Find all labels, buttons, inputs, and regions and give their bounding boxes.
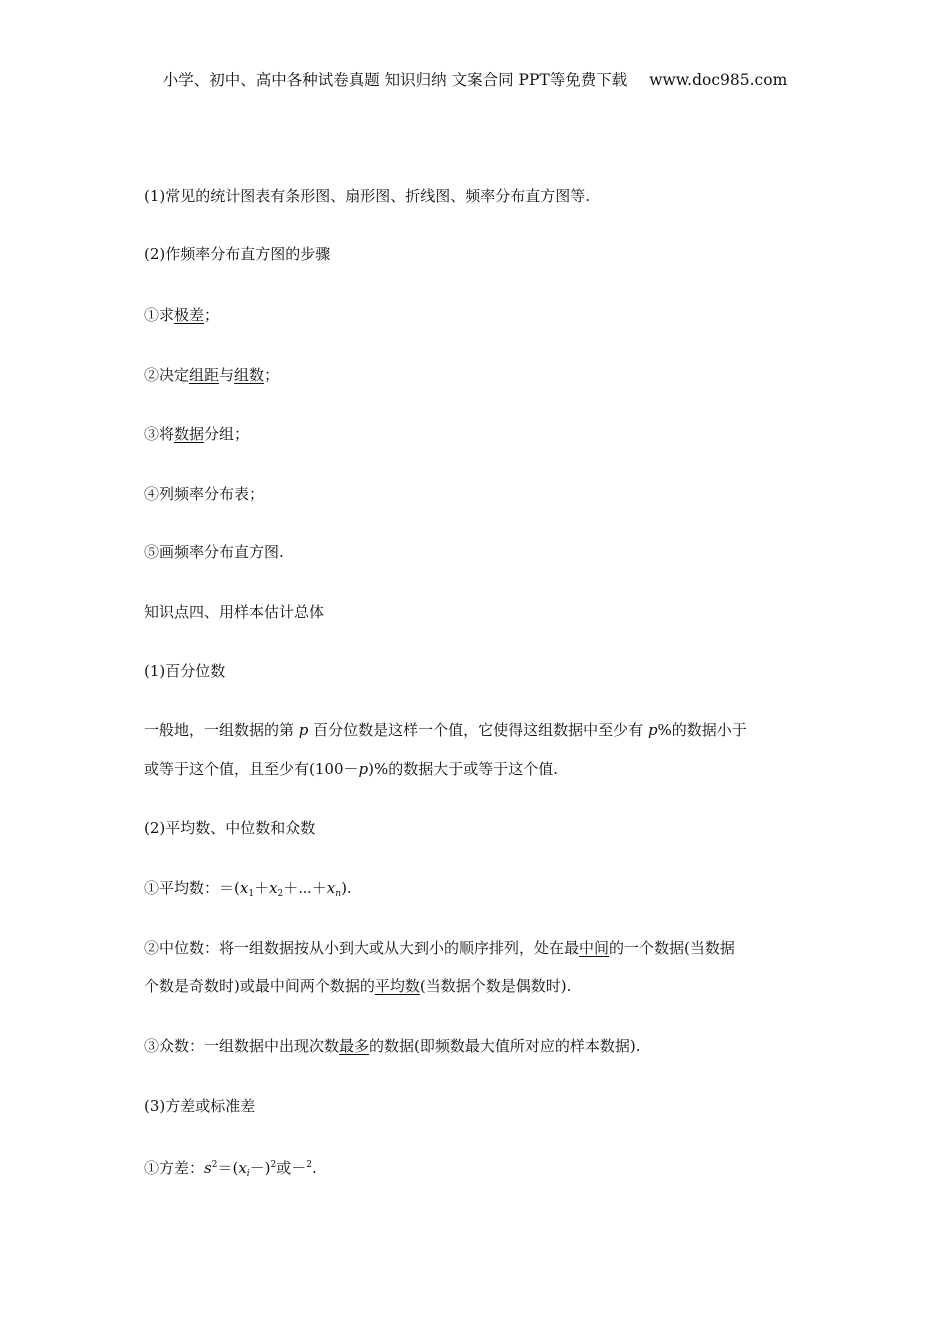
percentile-def-line-1: [144, 720, 814, 740]
step-4: [144, 484, 814, 504]
text: ⑤画频率分布直方图.: [144, 543, 284, 561]
variance-heading: [144, 1096, 814, 1116]
percentile-heading: [144, 661, 814, 681]
operator: ＝(: [217, 1159, 239, 1177]
text: 个数是奇数时)或最中间两个数据的: [144, 977, 375, 995]
math-var: s: [204, 1159, 212, 1177]
text: 知识点四、用样本估计总体: [144, 603, 325, 621]
subscript: i: [246, 1169, 250, 1179]
header-site[interactable]: www.doc985.com: [649, 71, 788, 89]
text: ①求: [144, 306, 175, 324]
median-def-line-1: [144, 938, 814, 958]
mean-formula: [144, 878, 814, 904]
text: 百分位数是这样一个值，它使得这组数据中至少有: [308, 721, 648, 739]
page-header: [0, 68, 950, 90]
blank-answer: 平均数: [374, 977, 420, 995]
math-var: x: [326, 879, 336, 897]
text: (2)平均数、中位数和众数: [144, 819, 316, 837]
math-var: p: [298, 721, 309, 739]
text: ①平均数：＝(: [144, 879, 240, 897]
header-text: 小学、初中、高中各种试卷真题 知识归纳 文案合同 PPT等免费下载: [162, 71, 628, 89]
superscript: 2: [306, 1160, 313, 1170]
text: ③将: [144, 425, 175, 443]
text: ③众数：一组数据中出现次数: [144, 1037, 340, 1055]
text: .: [312, 1159, 317, 1177]
percentile-def-line-2: [144, 759, 814, 779]
averages-heading: [144, 818, 814, 838]
text: ②决定: [144, 366, 190, 384]
blank-answer: 极差: [174, 306, 205, 324]
text: 或－: [276, 1159, 307, 1177]
text: 的一个数据(当数据: [609, 939, 735, 957]
text: ).: [341, 879, 352, 897]
subscript: 1: [248, 889, 255, 899]
mode-def: [144, 1036, 814, 1056]
text: ；: [264, 366, 280, 384]
subscript: n: [335, 889, 342, 899]
median-def-line-2: [144, 976, 814, 996]
blank-answer: 组距: [189, 366, 220, 384]
text: 分组；: [204, 425, 250, 443]
blank-answer: 组数: [234, 366, 265, 384]
text: 与: [219, 366, 235, 384]
blank-answer: 最多: [339, 1037, 370, 1055]
superscript: 2: [270, 1160, 277, 1170]
text: )%的数据大于或等于这个值.: [368, 760, 558, 778]
step-2: [144, 365, 814, 385]
superscript: 2: [211, 1160, 218, 1170]
text: (当数据个数是偶数时).: [419, 977, 572, 995]
math-var: x: [238, 1159, 247, 1177]
text: %的数据小于: [657, 721, 747, 739]
text: (1)常见的统计图表有条形图、扇形图、折线图、频率分布直方图等.: [144, 187, 591, 205]
operator: ＋⋯＋: [283, 879, 327, 897]
chart-types-line: [144, 186, 814, 206]
math-var: x: [239, 879, 249, 897]
text: (2)作频率分布直方图的步骤: [144, 245, 331, 263]
variance-formula: [144, 1155, 814, 1184]
math-var: x: [269, 879, 278, 897]
text: ②中位数：将一组数据按从小到大或从大到小的顺序排列，处在最: [144, 939, 580, 957]
blank-answer: 数据: [174, 425, 205, 443]
subscript: 2: [277, 889, 284, 899]
blank-answer: 中间: [579, 939, 610, 957]
operator: －): [249, 1159, 271, 1177]
knowledge-point-4-heading: [144, 602, 814, 622]
text: (1)百分位数: [144, 662, 226, 680]
text: (3)方差或标准差: [144, 1097, 256, 1115]
operator: ＋: [254, 879, 270, 897]
step-5: [144, 542, 814, 562]
text: 的数据(即频数最大值所对应的样本数据).: [369, 1037, 641, 1055]
text: ；: [204, 306, 220, 324]
histogram-steps-heading: [144, 244, 814, 264]
step-3: [144, 424, 814, 444]
step-1: [144, 305, 814, 325]
text: 或等于这个值，且至少有(100－: [144, 760, 359, 778]
text: 一般地，一组数据的第: [144, 721, 299, 739]
math-var: p: [647, 721, 658, 739]
text: ①方差：: [144, 1159, 205, 1177]
math-var: p: [358, 760, 369, 778]
text: ④列频率分布表；: [144, 485, 265, 503]
